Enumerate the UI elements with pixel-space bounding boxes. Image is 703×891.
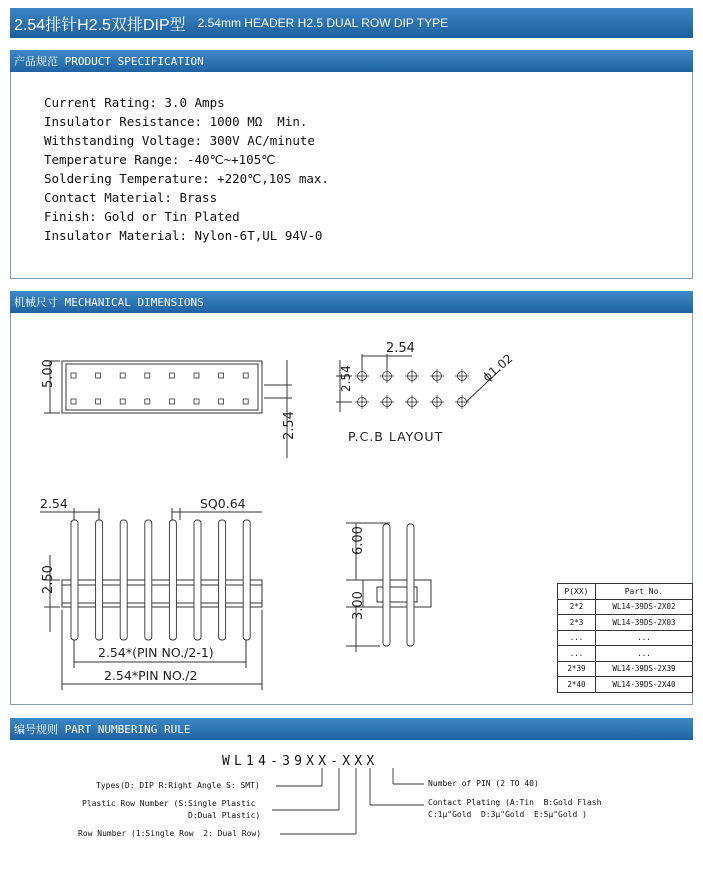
- dim-upper-pin: 6.00: [351, 526, 366, 555]
- dim-height-top: 5.00: [41, 359, 56, 388]
- rule-plastic-2: D:Dual Plastic): [188, 811, 261, 820]
- dim-pitch-side: 2.54: [282, 411, 297, 440]
- table-header: Part No.: [595, 584, 692, 600]
- spec-heading: 产品规范 PRODUCT SPECIFICATION: [14, 55, 204, 68]
- dim-hole-dia: ϕ1.02: [479, 351, 516, 385]
- pcb-layout-label: P.C.B LAYOUT: [348, 429, 444, 444]
- side-view-body: [363, 580, 431, 607]
- dim-body-height: 2.50: [41, 565, 56, 594]
- spec-line: Insulator Material: Nylon-6T,UL 94V-0: [44, 228, 323, 243]
- table-row: [558, 599, 693, 615]
- front-pin: [120, 520, 127, 640]
- dim-formula-1: 2.54*(PIN NO./2-1): [98, 645, 214, 660]
- spec-line: Current Rating: 3.0 Amps: [44, 95, 225, 110]
- top-view-pad: [169, 373, 174, 378]
- top-view-body: [62, 361, 262, 413]
- dim-sq: SQ0.64: [200, 496, 246, 511]
- top-view-pad: [243, 399, 248, 404]
- table-row: [558, 661, 693, 677]
- table-cell: 2*2: [558, 599, 596, 615]
- table-cell: WL14-39DS-2X02: [595, 599, 692, 615]
- table-row: [558, 646, 693, 662]
- top-view-pad: [194, 373, 199, 378]
- front-pin: [71, 520, 78, 640]
- part-code: WL14-39XX-XXX: [222, 754, 379, 769]
- table-row: [558, 615, 693, 631]
- dim-pcb-pitch-v: 2.54: [339, 365, 353, 392]
- rule-plating-1: Contact Plating (A:Tin B:Gold Flash: [428, 798, 602, 807]
- rule-plating-2: C:1μ"Gold D:3μ"Gold E:5μ"Gold ): [428, 810, 587, 819]
- rule-plastic-1: Plastic Row Number (S:Single Plastic: [82, 799, 256, 808]
- rule-heading-bar: [10, 718, 693, 740]
- table-row: [558, 630, 693, 646]
- front-pin: [145, 520, 152, 640]
- table-cell: WL14-39DS-2X40: [595, 677, 692, 693]
- table-cell: ...: [558, 630, 596, 646]
- front-pin: [243, 520, 250, 640]
- dim-lower-pin: 3.00: [351, 591, 366, 620]
- rule-pin-number: Number of PIN (2 TO 40): [428, 779, 539, 788]
- table-row: [558, 677, 693, 693]
- table-cell: 2*3: [558, 615, 596, 631]
- top-view-pad: [243, 373, 248, 378]
- table-cell: 2*39: [558, 661, 596, 677]
- title-zh: 2.54排针H2.5双排DIP型: [14, 16, 186, 34]
- front-pin: [169, 520, 176, 640]
- table-cell: ...: [558, 646, 596, 662]
- front-pin: [194, 520, 201, 640]
- top-view-pad: [169, 399, 174, 404]
- rule-row-number: Row Number (1:Single Row 2: Dual Row): [78, 829, 262, 838]
- top-view-pad: [120, 373, 125, 378]
- table-cell: ...: [595, 646, 692, 662]
- spec-line: Soldering Temperature: +220℃,10S max.: [44, 171, 329, 186]
- top-view-pad: [120, 399, 125, 404]
- mech-heading: 机械尺寸 MECHANICAL DIMENSIONS: [14, 296, 204, 309]
- spec-line: Temperature Range: -40℃~+105℃: [44, 152, 276, 167]
- side-pin-left: [383, 524, 390, 646]
- table-header: P(XX): [558, 584, 596, 600]
- spec-line: Insulator Resistance: 1000 MΩ Min.: [44, 114, 308, 129]
- top-view-pad: [71, 373, 76, 378]
- top-view-pad: [145, 399, 150, 404]
- dim-formula-2: 2.54*PIN NO./2: [104, 668, 198, 683]
- spec-line: Finish: Gold or Tin Plated: [44, 209, 240, 224]
- table-cell: WL14-39DS-2X39: [595, 661, 692, 677]
- top-view-pad: [96, 373, 101, 378]
- top-view-pad: [194, 399, 199, 404]
- front-pin: [96, 520, 103, 640]
- rule-types: Types(D: DIP R:Right Angle S: SMT): [96, 781, 260, 790]
- dim-pcb-pitch-h: 2.54: [386, 341, 415, 356]
- title-en: 2.54mm HEADER H2.5 DUAL ROW DIP TYPE: [197, 16, 449, 30]
- side-pin-right: [407, 524, 414, 646]
- top-view-inner: [66, 364, 258, 410]
- top-view-pad: [219, 373, 224, 378]
- rule-heading: 编号规则 PART NUMBERING RULE: [14, 723, 191, 736]
- top-view-pad: [145, 373, 150, 378]
- top-view-pad: [219, 399, 224, 404]
- spec-line: Contact Material: Brass: [44, 190, 218, 205]
- front-pin: [219, 520, 226, 640]
- table-cell: ...: [595, 630, 692, 646]
- table-cell: WL14-39DS-2X03: [595, 615, 692, 631]
- part-number-table: [557, 583, 693, 693]
- dim-front-pitch: 2.54: [40, 496, 68, 511]
- top-view-pad: [71, 399, 76, 404]
- top-view-pad: [96, 399, 101, 404]
- spec-line: Withstanding Voltage: 300V AC/minute: [44, 133, 315, 148]
- table-cell: 2*40: [558, 677, 596, 693]
